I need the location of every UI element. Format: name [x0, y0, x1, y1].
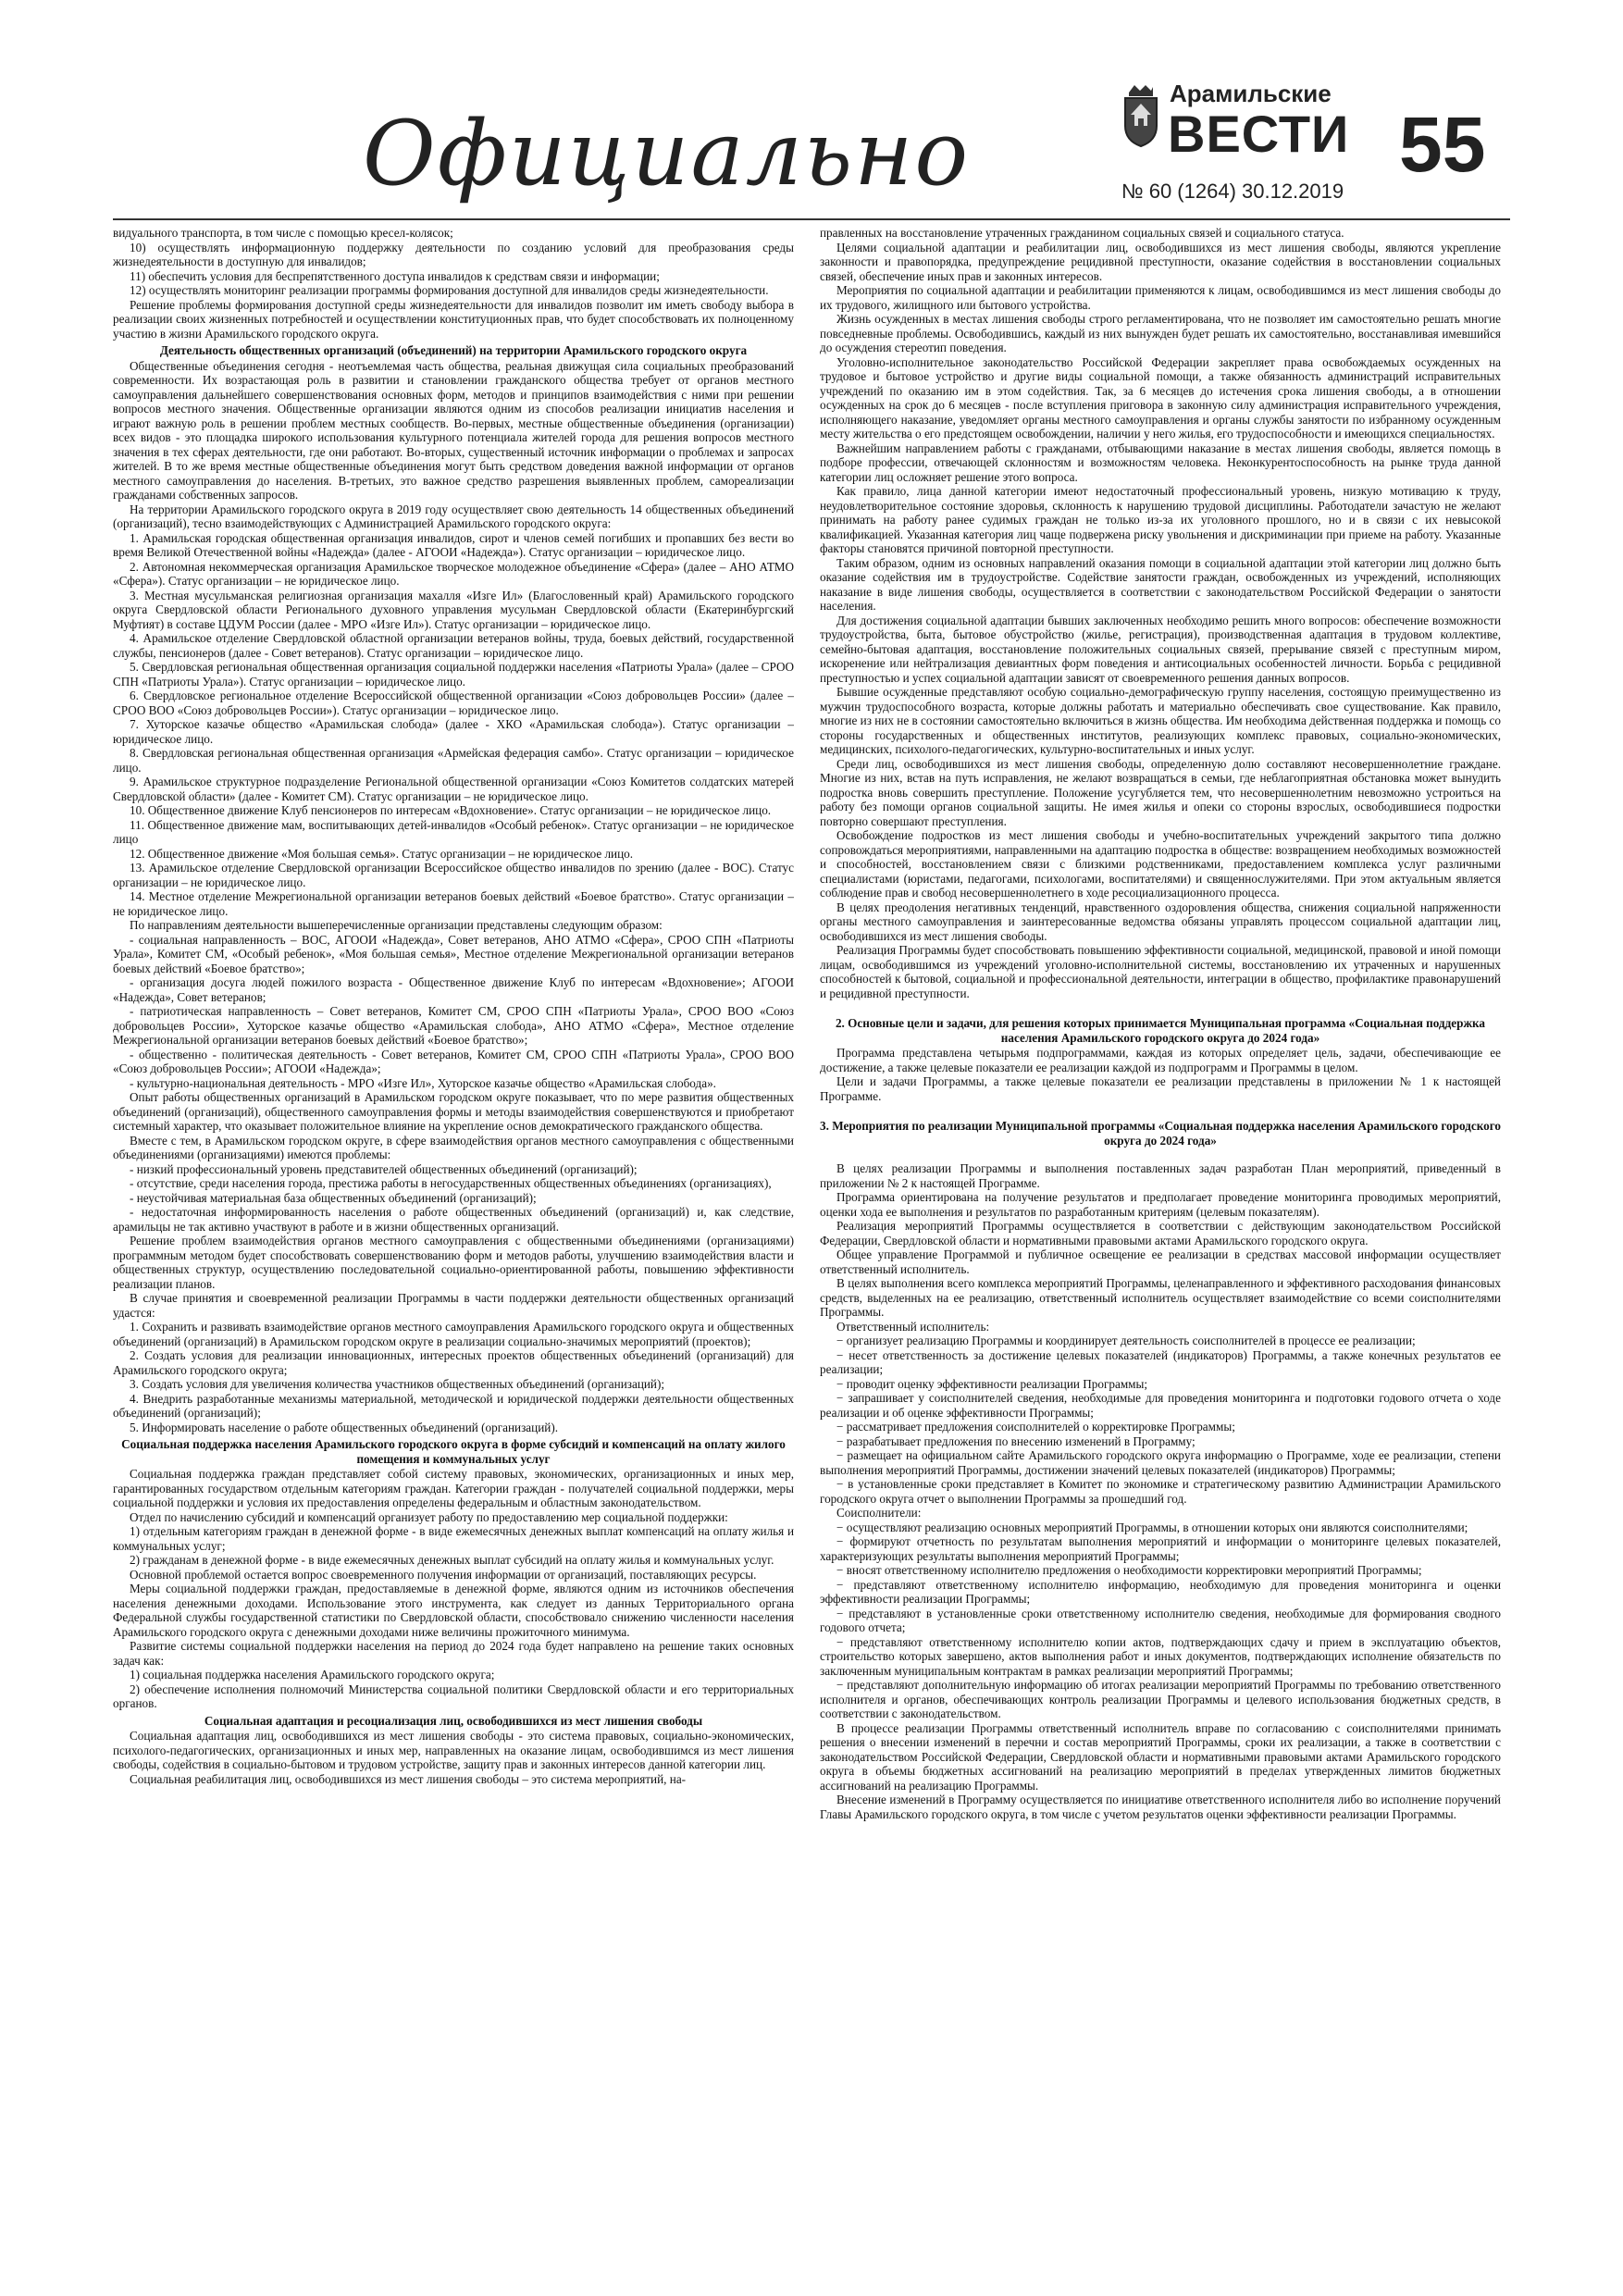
list-item: − запрашивает у соисполнителей сведения, необходимые для проведения мониторинга и подготовки годового отчета о ходе реализации и об оценке эффективности Программы;: [820, 1391, 1501, 1420]
list-item: 7. Хуторское казачье общество «Арамильская слобода» (далее - ХКО «Арамильская слобода»). Статус организации – юридическое лицо.: [113, 717, 794, 746]
paragraph: Общее управление Программой и публичное освещение ее реализации в средствах массовой информации осуществляет ответственный исполнитель.: [820, 1247, 1501, 1276]
list-item: - общественно - политическая деятельность - Совет ветеранов, Комитет СМ, СРОО СПН «Патриоты Урала», СРОО ВОО «Союз добровольцев России»; АГООИ «Надежда»;: [113, 1047, 794, 1075]
left-column: [113, 226, 794, 2271]
list-item: - патриотическая направленность – Совет ветеранов, Комитет СМ, СРОО СПН «Патриоты Урала», СРОО ВОО «Союз добровольцев России», Хуторское казачье общество «Арамильская слобода», АНО АТМО «Сфера», Местное отделение Межрегиональной организации ветеранов боевых действий «Боевое братство»;: [113, 1004, 794, 1047]
header-divider: [113, 218, 1510, 220]
list-item: - низкий профессиональный уровень представителей общественных объединений (организаций);: [130, 1161, 638, 1176]
right-column: [820, 226, 1501, 2271]
paragraph: На территории Арамильского городского округа в 2019 году осуществляет свою деятельность 14 общественных объединений (организаций), тесно взаимодействующих с Администрацией Арамильского городского округа:: [113, 502, 794, 530]
list-item: Соисполнители:: [836, 1506, 922, 1520]
paragraph: Развитие системы социальной поддержки населения на период до 2024 года будет направлено на решение таких основных задач как:: [113, 1639, 794, 1668]
section-heading: Социальная поддержка населения Арамильского городского округа в форме субсидий и компенсаций на оплату жилого помещения и коммунальных услуг: [121, 1437, 786, 1466]
paragraph: Важнейшим направлением работы с гражданами, отбывающими наказание в местах лишения свободы, является помощь в подборе профессии, отвечающей склонностям и возможностям человека. Неконкурентоспособность на рынке труда данной категории лиц осложняет решение этого вопроса.: [820, 441, 1501, 484]
paragraph: Уголовно-исполнительное законодательство Российской Федерации закрепляет права освобождаемых осужденных на трудовое и бытовое устройство и другие виды социальной помощи, а также обязанность администраций исправительных учреждений по оказанию им в этом содействия. Так, за 6 месяцев до истечения срока лишения свободы, а в отношении осужденных на срок до 6 месяцев - после вступления приговора в законную силу администрация исправительного учреждения, исполняющего наказание, уведомляет органы местного самоуправления и органы службы занятости по избранному осужденным месту жительства о его предстоящем освобождении, наличии у него жилья, его трудоспособности и имеющихся специальностях.: [820, 354, 1501, 441]
list-item: Внесение изменений в Программу осуществляется по инициативе ответственного исполнителя либо во исполнение поручений Главы Арамильского городского округа, в том числе с учетом результатов оценки эффективности реализации Программы.: [820, 1793, 1501, 1821]
section-heading: Социальная адаптация и ресоциализация лиц, освободившихся из мест лишения свободы: [204, 1713, 703, 1728]
list-item: - культурно-национальная деятельность - МРО «Изге Ил», Хуторское казачье общество «Арамильская слобода».: [130, 1075, 716, 1090]
newspaper-logo: [1121, 76, 1350, 203]
paragraph: Жизнь осужденных в местах лишения свободы строго регламентирована, что не позволяет им самостоятельно решать многие повседневные проблемы. Освободившись, каждый из них вынужден будет решать их самостоятельно, восстанавливая имевшийся до осуждения стереотип поведения.: [820, 312, 1501, 354]
paragraph: Реализация мероприятий Программы осуществляется в соответствии с действующим законодательством Российской Федерации, Свердловской области и нормативными правовыми актами Арамильского городского округа.: [820, 1219, 1501, 1247]
paragraph: Бывшие осужденные представляют особую социально-демографическую группу населения, состоящую преимущественно из мужчин трудоспособного возраста, которые должны работать и материально обеспечивать свое существование. Как правило, многие из них не в состоянии самостоятельно включиться в жизнь общества. Им необходима действенная поддержка и помощь со стороны государственных и общественных институтов, реализующих комплекс правовых, социально-экономических, медицинских, психолого-педагогических, культурно-воспитательных и иных услуг.: [820, 685, 1501, 756]
paragraph: Ответственный исполнитель:: [836, 1319, 990, 1334]
list-item: - недостаточная информированность населения о работе общественных объединений (организаций) и, как следствие, арамильцы не так активно участвуют в работе и в жизни общественных организаций.: [113, 1205, 794, 1234]
list-item: - отсутствие, среди населения города, престижа работы в негосударственных общественных объединениях (организациях),: [130, 1176, 772, 1190]
spacer: [820, 1148, 1501, 1161]
list-item: 4. Внедрить разработанные механизмы материальной, методической и юридической поддержки деятельности общественных объединений (организаций);: [113, 1391, 794, 1420]
paragraph: Социальная адаптация лиц, освободившихся из мест лишения свободы - это система правовых, социально-экономических, психолого-педагогических, организационных и иных мер, направленных на оказание лицам, освободившимся из мест лишения свободы, содействия в социально-бытовом и трудовом устройстве, защиту прав и законных интересов данной категории лиц.: [113, 1729, 794, 1771]
paragraph: Основной проблемой остается вопрос своевременного получения информации от организаций, поставляющих ресурсы.: [130, 1567, 757, 1582]
paragraph: Социальная реабилитация лиц, освободившихся из мест лишения свободы – это система мероприятий, на-: [130, 1771, 687, 1786]
list-item: − вносят ответственному исполнителю предложения о необходимости корректировки мероприятий Программы;: [836, 1563, 1422, 1577]
section-heading: 2. Основные цели и задачи, для решения которых принимается Муниципальная программа «Социальная поддержка населения Арамильского городского округа до 2024 года»: [835, 1016, 1486, 1045]
spacer: [820, 1000, 1501, 1013]
paragraph: В целях реализации Программы и выполнения поставленных задач разработан План мероприятий, приведенный в приложении № 2 к настоящей Программе.: [820, 1161, 1501, 1190]
list-item: 12. Общественное движение «Моя большая семья». Статус организации – не юридическое лицо.: [130, 846, 634, 861]
section-heading: Деятельность общественных организаций (объединений) на территории Арамильского городского округа: [159, 343, 748, 357]
list-item: − рассматривает предложения соисполнителей о корректировке Программы;: [836, 1420, 1235, 1433]
list-item: 2. Автономная некоммерческая организация Арамильское творческое молодежное объединение «Сфера» (далее – АНО АТМО «Сфера»). Статус организации – не юридическое лицо.: [113, 559, 794, 588]
list-item: 14. Местное отделение Межрегиональной организации ветеранов боевых действий «Боевое братство». Статус организации – не юридическое лицо.: [113, 889, 794, 918]
paragraph: Опыт работы общественных организаций в Арамильском городском округе показывает, что по мере развития общественных объединений (организаций), общественного самоуправления формы и методы взаимодействия совершенствуются и приобретают системный характер, что оказывает положительное влияние на укрепление основ демократического гражданского общества.: [113, 1090, 794, 1133]
paragraph: Реализация Программы будет способствовать повышению эффективности социальной, медицинской, правовой и иной помощи лицам, освободившимся из учреждений уголовно-исполнительной системы, восстановлению их утраченных и нарушенных способностей к бытовой, социальной и профессиональной деятельности, интеграции в общество, профилактике правонарушений и рецидивной преступности.: [820, 943, 1501, 1000]
list-item: 3. Местная мусульманская религиозная организация махалля «Изге Ил» (Благословенный край) Арамильского городского округа Свердловской области Регионального духовного управления мусульман Свердловской области (Екатеринбургский Муфтият) в составе ЦДУМ России (далее - МРО «Изге Ил»). Статус организации – юридическое лицо.: [113, 588, 794, 631]
list-item: − представляют в установленные сроки ответственному исполнителю сведения, необходимые для формирования сводного годового отчета;: [820, 1606, 1501, 1634]
paragraph: Цели и задачи Программы, а также целевые показатели ее реализации представлены в приложении № 1 к настоящей Программе.: [820, 1074, 1501, 1103]
list-item: 10. Общественное движение Клуб пенсионеров по интересам «Вдохновение». Статус организации – не юридическое лицо.: [130, 803, 772, 817]
list-item: − представляют ответственному исполнителю информацию, необходимую для проведения мониторинга и оценки эффективности реализации Программы;: [820, 1577, 1501, 1606]
paragraph: Меры социальной поддержки граждан, предоставляемые в денежной форме, являются одним из источников обеспечения населения денежными доходами. Использование этого инструмента, как следует из данных Территориального органа Федеральной службы государственной статистики по Свердловской области, способствовало снижению численности населения Арамильского городского округа с денежными доходами ниже величины прожиточного минимума.: [113, 1582, 794, 1639]
list-item: 1. Сохранить и развивать взаимодействие органов местного самоуправления Арамильского городского округа и общественных объединений (организаций) в Арамильском городском округе в реализации социально-значимых мероприятий (проектов);: [113, 1320, 794, 1348]
paragraph: Для достижения социальной адаптации бывших заключенных необходимо решить много вопросов: обеспечение возможности трудоустройства, быта, бытовое обустройство (жилье, регистрация), производственная адаптация в трудовом коллективе, семейно-бытовая адаптация, восстановление положительных социальных связей, прерывание связей с преступным миром, искоренение или нейтрализация девиантных форм поведения и антисоциальных особенностей личности. Борьба с рецидивной преступностью и успех социальной адаптации зависят от своевременного решения данных вопросов.: [820, 613, 1501, 685]
paragraph: Таким образом, одним из основных направлений оказания помощи в социальной адаптации этой категории лиц должно быть оказание содействия им в трудоустройстве. Содействие занятости граждан, освобожденных из учреждений, исполняющих наказание в виде лишения свободы, осуществляется в соответствии с законодательством Российской Федерации о занятости населения.: [820, 555, 1501, 613]
issue-info: № 60 (1264) 30.12.2019: [1121, 180, 1344, 203]
list-item: 2. Создать условия для реализации инновационных, интересных проектов общественных объединений (организаций) для Арамильского городского округа;: [113, 1348, 794, 1377]
list-item: 11. Общественное движение мам, воспитывающих детей-инвалидов «Особый ребенок». Статус организации – не юридическое лицо: [113, 817, 794, 846]
list-item: − разрабатывает предложения по внесению изменений в Программу;: [836, 1433, 1196, 1448]
list-item: 2) обеспечение исполнения полномочий Министерства социальной политики Свердловской области и его территориальных органов.: [113, 1682, 794, 1710]
coat-of-arms-icon: [1121, 83, 1160, 148]
paragraph: Программа ориентирована на получение результатов и предполагает проведение мониторинга проводимых мероприятий, оценки хода ее выполнения и результатов по разработанным критериям (целевым показателям).: [820, 1190, 1501, 1219]
list-item: 2) гражданам в денежной форме - в виде ежемесячных денежных выплат субсидий на оплату жилья и коммунальных услуг.: [130, 1553, 774, 1567]
list-item: − представляют дополнительную информацию об итогах реализации мероприятий Программы по требованию ответственного исполнителя и органов, обеспечивающих контроль реализации Программы и целевого использования бюджетных средств, в соответствии с законодательством.: [820, 1678, 1501, 1720]
paragraph: Решение проблем взаимодействия органов местного самоуправления с общественными объединениями (организациями) программным методом будет способствовать совершенствованию форм и методов работы, улучшению взаимодействия власти и общественных структур, осуществлению последовательной социально-ориентированной работы, повышению эффективности реализации планов.: [113, 1234, 794, 1291]
paragraph: Социальная поддержка граждан представляет собой систему правовых, экономических, организационных и иных мер, гарантированных государством отдельным категориям граждан. Категории граждан - получателей социальной поддержки, меры социальной поддержки и условия их предоставления определены федеральным и областным законодательством.: [113, 1467, 794, 1509]
paragraph: Освобождение подростков из мест лишения свободы и учебно-воспитательных учреждений закрытого типа должно сопровождаться мероприятиями, направленными на адаптацию подростка в обществе: возвращением необходимых возможностей и способностей, восстановлением связи с близкими родственниками, предоставлением комплекса услуг различными специалистами (юристами, педагогами, психологами, воспитателями) и священнослужителями. При этом актуальным является соблюдение прав и свобод несовершеннолетнего в ходе ресоциализационного процесса.: [820, 828, 1501, 900]
list-item: 3. Создать условия для увеличения количества участников общественных объединений (организаций);: [130, 1377, 665, 1391]
list-item: 1. Арамильская городская общественная организация инвалидов, сирот и членов семей погибших и пропавших без вести во время Великой Отечественной войны «Надежда» (далее - АГООИ «Надежда»). Статус организации – юридическое лицо.: [113, 530, 794, 559]
brand-name-large: ВЕСТИ: [1168, 105, 1350, 163]
list-item: − в установленные сроки представляет в Комитет по экономике и стратегическому развитию Администрации Арамильского городского округа отчет о выполнении Программы за прошедший год.: [820, 1477, 1501, 1506]
list-item: 9. Арамильское структурное подразделение Региональной общественной организации «Союз Комитетов солдатских матерей Свердловской области» (далее - Комитет СМ). Статус организации – не юридическое лицо.: [113, 775, 794, 803]
list-item: 1) отдельным категориям граждан в денежной форме - в виде ежемесячных денежных выплат компенсаций на оплату жилья и коммунальных услуг;: [113, 1524, 794, 1553]
paragraph: видуального транспорта, в том числе с помощью кресел-колясок;: [113, 226, 453, 240]
paragraph: В целях преодоления негативных тенденций, нравственного оздоровления общества, снижения социальной напряженности органы местного самоуправления и заинтересованные ведомства обязаны управлять процессом социальной адаптации лиц, освободившихся из мест лишения свободы.: [820, 900, 1501, 943]
section-heading: 3. Мероприятия по реализации Муниципальной программы «Социальная поддержка населения Арамильского городского округа до 2024 года»: [820, 1119, 1501, 1148]
paragraph: Мероприятия по социальной адаптации и реабилитации применяются к лицам, освободившимся из мест лишения свободы до их трудового, жилищного или бытового устройства.: [820, 283, 1501, 312]
list-item: − несет ответственность за достижение целевых показателей (индикаторов) Программы, а также конечных результатов ее реализации;: [820, 1347, 1501, 1376]
paragraph: Целями социальной адаптации и реабилитации лиц, освободившихся из мест лишения свободы, являются укрепление законности и правопорядка, предупреждение рецидивной преступности, оказание содействия в восстановлении социальных связей, обеспечение иных прав и законных интересов.: [820, 240, 1501, 283]
paragraph: В случае принятия и своевременной реализации Программы в части поддержки деятельности общественных организаций удастся:: [113, 1291, 794, 1320]
list-item: − проводит оценку эффективности реализации Программы;: [836, 1376, 1148, 1391]
spacer: [820, 1103, 1501, 1116]
page-number: 55: [1399, 101, 1486, 188]
brand-name-small: Арамильские: [1170, 80, 1332, 107]
paragraph: По направлениям деятельности вышеперечисленные организации представлены следующим образом:: [130, 918, 663, 932]
paragraph: Общественные объединения сегодня - неотъемлемая часть общества, реальная движущая сила социальных преобразований современности. Их возрастающая роль в развитии и становлении гражданского общества требует от органов местного самоуправления дальнейшего совершенствования основных форм, методов и принципов взаимодействия с ними при решении вопросов местного значения. Общественные организации являются одним из способов реализации инициатив населения и играют важную роль в решении проблем местных сообществ. Во-первых, местные общественные объединения (организации) всех видов - это площадка широкого использования культурного потенциала жителей города для решения вопросов местного значения в тех сферах деятельности, где они работают. Во-вторых, существенный источник информации о проблемах и запросах жителей. В то же время местные общественные объединения могут быть средством доведения важной информации от органов местного самоуправления до населения. В-третьих, это важное средство разрешения выявленных проблем, самореализации гражданами собственных запросов.: [113, 358, 794, 502]
list-item: - социальная направленность – ВОС, АГООИ «Надежда», Совет ветеранов, АНО АТМО «Сфера», СРОО СПН «Патриоты Урала», Комитет СМ, «Особый ребенок», «Моя большая семья», Местное отделение Межрегиональной организации ветеранов боевых действий «Боевое братство»;: [113, 932, 794, 975]
paragraph: правленных на восстановление утраченных гражданином социальных связей и социального статуса.: [820, 226, 1344, 240]
paragraph: 10) осуществлять информационную поддержку деятельности по созданию условий для преобразования среды жизнедеятельности в доступную для инвалидов;: [113, 240, 794, 268]
list-item: − формируют отчетность по результатам выполнения мероприятий и информации о мониторинге целевых показателей, характеризующих результаты выполнения мероприятий Программы;: [820, 1534, 1501, 1563]
list-item: 1) социальная поддержка населения Арамильского городского округа;: [130, 1668, 495, 1682]
paragraph: 11) обеспечить условия для беспрепятственного доступа инвалидов к средствам связи и информации;: [130, 268, 660, 283]
paragraph: 12) осуществлять мониторинг реализации программы формирования доступной для инвалидов среды жизнедеятельности.: [130, 283, 769, 297]
list-item: 4. Арамильское отделение Свердловской областной организации ветеранов войны, труда, боевых действий, государственной службы, пенсионеров (далее - Совет ветеранов). Статус организации – юридическое лицо.: [113, 631, 794, 660]
list-item: − представляют ответственному исполнителю копии актов, подтверждающих сдачу и прием в эксплуатацию объектов, строительство которых завершено, актов выполнения работ и иных документов, подтверждающих исполнение обязательств по заключенным муниципальным контрактам в рамках реализации мероприятий Программы;: [820, 1634, 1501, 1678]
list-item: 6. Свердловское региональное отделение Всероссийской общественной организации «Союз добровольцев России» (далее – СРОО ВОО «Союз добровольцев России»). Статус организации – юридическое лицо.: [113, 689, 794, 717]
paragraph: В целях выполнения всего комплекса мероприятий Программы, целенаправленного и эффективного расходования финансовых средств, выделенных на ее реализацию, ответственный исполнитель осуществляет взаимодействие со всеми соисполнителями Программы.: [820, 1276, 1501, 1319]
page-header: [0, 0, 1623, 222]
paragraph: Среди лиц, освободившихся из мест лишения свободы, определенную долю составляют несовершеннолетние граждане. Многие из них, встав на путь исправления, не желают возвращаться в семьи, где неблагоприятная обстановка может вынудить подростка вновь совершить преступление. Положение усугубляется тем, что несовершеннолетним невозможно устроиться на работу без помощи органов социальной защиты. Не имея жилья и опеки со стороны взрослых, освободившиеся подростки повторно совершают преступления.: [820, 756, 1501, 828]
list-item: − размещает на официальном сайте Арамильского городского округа информацию о Программе, ходе ее реализации, степени выполнения мероприятий Программы, достижении значений целевых показателей (индикаторов) Программы;: [820, 1448, 1501, 1477]
list-item: 8. Свердловская региональная общественная организация «Армейская федерация самбо». Статус организации – юридическое лицо.: [113, 746, 794, 775]
list-item: 13. Арамильское отделение Свердловской организации Всероссийское общество инвалидов по зрению (далее - ВОС). Статус организации – не юридическое лицо.: [113, 861, 794, 889]
list-item: В процессе реализации Программы ответственный исполнитель вправе по согласованию с соисполнителями принимать решения о внесении изменений в перечни и состав мероприятий Программы, сроки их реализации, а также в соответствии с законодательством Российской Федерации, Свердловской области и нормативными правовыми актами Арамильского городского округа в объемы бюджетных ассигнований на реализацию мероприятий в пределах утвержденных лимитов бюджетных ассигнований на реализацию Программы.: [820, 1720, 1501, 1793]
list-item: − организует реализацию Программы и координирует деятельность соисполнителей в процессе ее реализации;: [836, 1334, 1416, 1347]
paragraph: Решение проблемы формирования доступной среды жизнедеятельности для инвалидов позволит им иметь свободу выбора в реализации своих жизненных потребностей и осуществлении конституционных прав, что будет способствовать их полноценному участию в жизни Арамильского городского округа.: [113, 297, 794, 341]
list-item: - неустойчивая материальная база общественных объединений (организаций);: [130, 1190, 537, 1205]
list-item: - организация досуга людей пожилого возраста - Общественное движение Клуб по интересам «Вдохновение»; АГООИ «Надежда», Совет ветеранов;: [113, 975, 794, 1004]
paragraph: Программа представлена четырьмя подпрограммами, каждая из которых определяет цель, задачи, обеспечивающие ее достижение, а также целевые показатели ее реализации каждой из подпрограмм и Программы в целом.: [820, 1046, 1501, 1074]
list-item: − осуществляют реализацию основных мероприятий Программы, в отношении которых они являются соисполнителями;: [836, 1520, 1468, 1534]
paragraph: Как правило, лица данной категории имеют недостаточный профессиональный уровень, низкую мотивацию к труду, неудовлетворительное состояние здоровья, склонность к нарушению трудовой дисциплины. Работодатели зачастую не желают принимать на работу ранее судимых граждан не только из-за их уголовного прошлого, но и в связи с их невысокой квалификацией. Указанная категория лиц чаще подвержена риску увольнения и дискриминации при приеме на работу. Указанные факторы становятся причиной повторной преступности.: [820, 484, 1501, 555]
paragraph: Вместе с тем, в Арамильском городском округе, в сфере взаимодействия органов местного самоуправления с общественными объединениями (организациями) имеются проблемы:: [113, 1133, 794, 1161]
section-title: Официально: [363, 102, 971, 205]
list-item: 5. Информировать население о работе общественных объединений (организаций).: [130, 1420, 559, 1434]
list-item: 5. Свердловская региональная общественная организация социальной поддержки населения «Патриоты Урала» (далее – СРОО СПН «Патриоты Урала»). Статус организации – юридическое лицо.: [113, 660, 794, 689]
paragraph: Отдел по начислению субсидий и компенсаций организует работу по предоставлению мер социальной поддержки:: [130, 1509, 728, 1524]
